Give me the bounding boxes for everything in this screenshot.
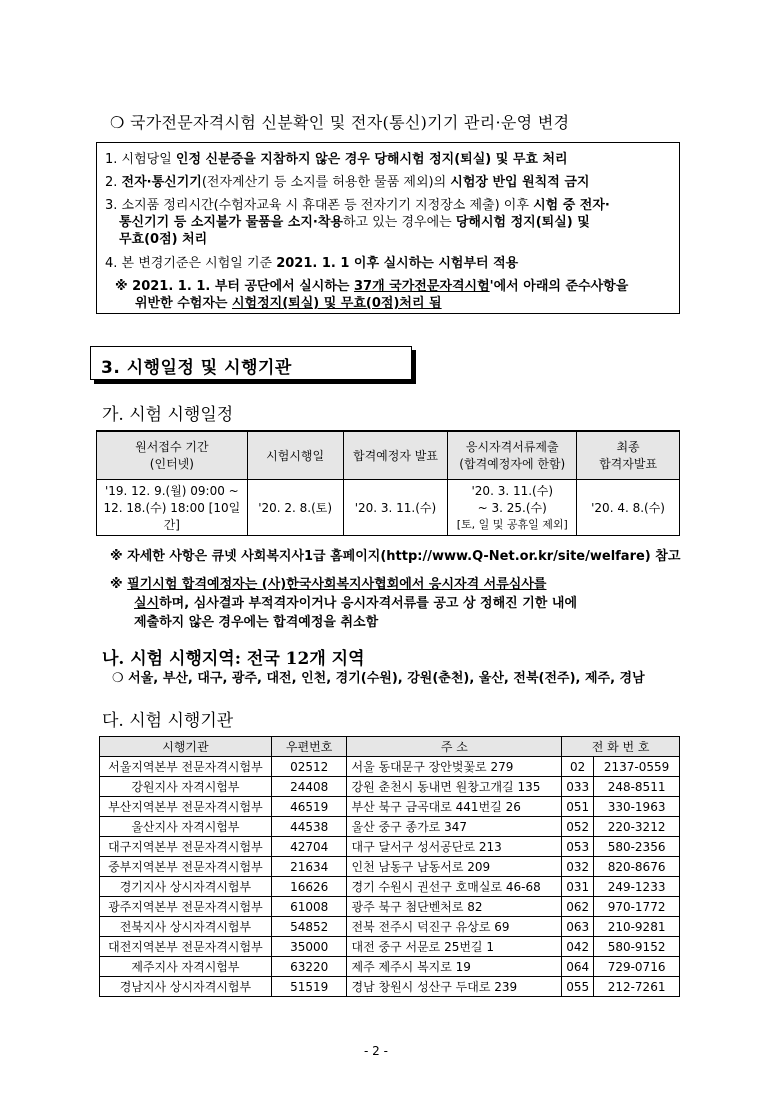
table-row — [100, 817, 680, 837]
note-document-review-3: 제출하지 않은 경우에는 합격예정을 취소함 — [134, 615, 379, 630]
header-application-period: 원서접수 기간 (인터넷) — [97, 431, 248, 479]
cell-address: 대전 중구 서문로 25번길 1 — [347, 937, 562, 957]
cell-phone: 330-1963 — [594, 797, 680, 817]
cell-organization: 강원지사 자격시험부 — [100, 777, 272, 797]
cell-address: 부산 북구 금곡대로 441번길 26 — [347, 797, 562, 817]
note-website: ※ 자세한 사항은 큐넷 사회복지사1급 홈페이지(http://www.Q-Net.or.kr/site/welfare) 참고 — [110, 549, 681, 564]
table-row — [100, 937, 680, 957]
cell-phone: 212-7261 — [594, 977, 680, 997]
cell-document-submission: '20. 3. 11.(수) ~ 3. 25.(수) [토, 일 및 공휴일 제외] — [448, 479, 577, 535]
cell-postal-code: 44538 — [271, 817, 347, 837]
cell-organization: 부산지역본부 전문자격시험부 — [100, 797, 272, 817]
notice-line-6: 위반한 수험자는 시험정지(퇴실) 및 무효(0점)처리 됨 — [135, 296, 442, 311]
cell-area-code: 032 — [562, 857, 594, 877]
cell-final-announcement: '20. 4. 8.(수) — [577, 479, 680, 535]
notice-line-1: 1. 시험당일 인정 신분증을 지참하지 않은 경우 당해시험 정지(퇴실) 및 무효 처리 — [105, 152, 568, 167]
cell-postal-code: 24408 — [271, 777, 347, 797]
cell-phone: 580-2356 — [594, 837, 680, 857]
table-row — [100, 897, 680, 917]
cell-address: 경남 창원시 성산구 두대로 239 — [347, 977, 562, 997]
schedule-table — [96, 430, 680, 536]
cell-exam-date: '20. 2. 8.(토) — [247, 479, 343, 535]
org-header-row — [100, 737, 680, 757]
cell-organization: 대구지역본부 전문자격시험부 — [100, 837, 272, 857]
page-number: - 2 - — [364, 1044, 388, 1058]
cell-postal-code: 35000 — [271, 937, 347, 957]
cell-area-code: 064 — [562, 957, 594, 977]
cell-postal-code: 02512 — [271, 757, 347, 777]
notice-box — [96, 142, 680, 314]
notice-line-5: ※ 2021. 1. 1. 부터 공단에서 실시하는 37개 국가전문자격시험'에서 아래의 준수사항을 — [115, 279, 629, 294]
cell-organization: 경남지사 상시자격시험부 — [100, 977, 272, 997]
notice-line-3: 3. 소지품 정리시간(수험자교육 시 휴대폰 등 전자기기 지정장소 제출) 이후 시험 중 전자· — [105, 198, 610, 213]
cell-address: 인천 남동구 남동서로 209 — [347, 857, 562, 877]
cell-postal-code: 51519 — [271, 977, 347, 997]
header-exam-date: 시험시행일 — [247, 431, 343, 479]
cell-postal-code: 46519 — [271, 797, 347, 817]
notice-line-3c: 무효(0점) 처리 — [119, 232, 208, 247]
table-row — [100, 757, 680, 777]
cell-area-code: 053 — [562, 837, 594, 857]
cell-area-code: 063 — [562, 917, 594, 937]
cell-address: 울산 중구 종가로 347 — [347, 817, 562, 837]
cell-phone: 580-9152 — [594, 937, 680, 957]
cell-phone: 729-0716 — [594, 957, 680, 977]
cell-organization: 중부지역본부 전문자격시험부 — [100, 857, 272, 877]
cell-postal-code: 61008 — [271, 897, 347, 917]
table-row — [100, 917, 680, 937]
cell-organization: 서울지역본부 전문자격시험부 — [100, 757, 272, 777]
section-3-banner — [90, 346, 412, 380]
cell-address: 강원 춘천시 동내면 원창고개길 135 — [347, 777, 562, 797]
cell-organization: 광주지역본부 전문자격시험부 — [100, 897, 272, 917]
schedule-header-row — [97, 431, 680, 479]
table-row — [100, 837, 680, 857]
table-row — [100, 777, 680, 797]
cell-phone: 2137-0559 — [594, 757, 680, 777]
cell-area-code: 033 — [562, 777, 594, 797]
cell-address: 전북 전주시 덕진구 유상로 69 — [347, 917, 562, 937]
cell-postal-code: 63220 — [271, 957, 347, 977]
cell-address: 광주 북구 첨단벤처로 82 — [347, 897, 562, 917]
cell-area-code: 052 — [562, 817, 594, 837]
header-final-announcement: 최종 합격자발표 — [577, 431, 680, 479]
cell-area-code: 042 — [562, 937, 594, 957]
cell-organization: 경기지사 상시자격시험부 — [100, 877, 272, 897]
header-pass-announcement: 합격예정자 발표 — [343, 431, 448, 479]
subheading-organizations: 다. 시험 시행기관 — [102, 711, 234, 731]
cell-organization: 울산지사 자격시험부 — [100, 817, 272, 837]
header-postal-code: 우편번호 — [271, 737, 347, 757]
cell-area-code: 031 — [562, 877, 594, 897]
cell-area-code: 062 — [562, 897, 594, 917]
cell-pass-announcement: '20. 3. 11.(수) — [343, 479, 448, 535]
table-row — [100, 797, 680, 817]
cell-address: 서울 동대문구 장안벚꽃로 279 — [347, 757, 562, 777]
cell-area-code: 051 — [562, 797, 594, 817]
table-row — [100, 977, 680, 997]
notice-heading: ❍ 국가전문자격시험 신분확인 및 전자(통신)기기 관리·운영 변경 — [110, 113, 570, 132]
organizations-table — [99, 736, 680, 997]
cell-phone: 210-9281 — [594, 917, 680, 937]
cell-organization: 전북지사 상시자격시험부 — [100, 917, 272, 937]
cell-address: 제주 제주시 복지로 19 — [347, 957, 562, 977]
cell-area-code: 055 — [562, 977, 594, 997]
cell-phone: 820-8676 — [594, 857, 680, 877]
cell-postal-code: 16626 — [271, 877, 347, 897]
cell-address: 경기 수원시 권선구 호매실로 46-68 — [347, 877, 562, 897]
cell-organization: 대전지역본부 전문자격시험부 — [100, 937, 272, 957]
subheading-schedule: 가. 시험 시행일정 — [102, 405, 234, 425]
header-address: 주 소 — [347, 737, 562, 757]
cell-address: 대구 달서구 성서공단로 213 — [347, 837, 562, 857]
header-phone: 전 화 번 호 — [562, 737, 680, 757]
cell-area-code: 02 — [562, 757, 594, 777]
notice-line-4: 4. 본 변경기준은 시험일 기준 2021. 1. 1 이후 실시하는 시험부터 적용 — [105, 256, 519, 271]
section-3-title: 3. 시행일정 및 시행기관 — [101, 358, 292, 378]
cell-postal-code: 54852 — [271, 917, 347, 937]
table-row — [100, 877, 680, 897]
table-row — [100, 857, 680, 877]
cell-postal-code: 42704 — [271, 837, 347, 857]
subheading-regions: 나. 시험 시행지역: 전국 12개 지역 — [102, 649, 365, 669]
schedule-row — [97, 479, 680, 535]
cell-phone: 970-1772 — [594, 897, 680, 917]
cell-application-period: '19. 12. 9.(월) 09:00 ~ 12. 18.(수) 18:00 [10일간] — [97, 479, 248, 535]
header-document-submission: 응시자격서류제출 (합격예정자에 한함) — [448, 431, 577, 479]
note-document-review-2: 실시하며, 심사결과 부적격자이거나 응시자격서류를 공고 상 정해진 기한 내에 — [134, 596, 578, 611]
regions-list: ❍ 서울, 부산, 대구, 광주, 대전, 인천, 경기(수원), 강원(춘천), 울산, 전북(전주), 제주, 경남 — [112, 671, 645, 686]
table-row — [100, 957, 680, 977]
note-document-review: ※ 필기시험 합격예정자는 (사)한국사회복지사협회에서 응시자격 서류심사를 — [110, 577, 547, 592]
notice-line-3b: 통신기기 등 소지불가 물품을 소지·착용하고 있는 경우에는 당해시험 정지(퇴실) 및 — [119, 215, 590, 230]
cell-phone: 249-1233 — [594, 877, 680, 897]
cell-phone: 248-8511 — [594, 777, 680, 797]
cell-postal-code: 21634 — [271, 857, 347, 877]
cell-phone: 220-3212 — [594, 817, 680, 837]
header-organization: 시행기관 — [100, 737, 272, 757]
notice-line-2: 2. 전자·통신기기(전자계산기 등 소지를 허용한 물품 제외)의 시험장 반입 원칙적 금지 — [105, 175, 590, 190]
cell-organization: 제주지사 자격시험부 — [100, 957, 272, 977]
